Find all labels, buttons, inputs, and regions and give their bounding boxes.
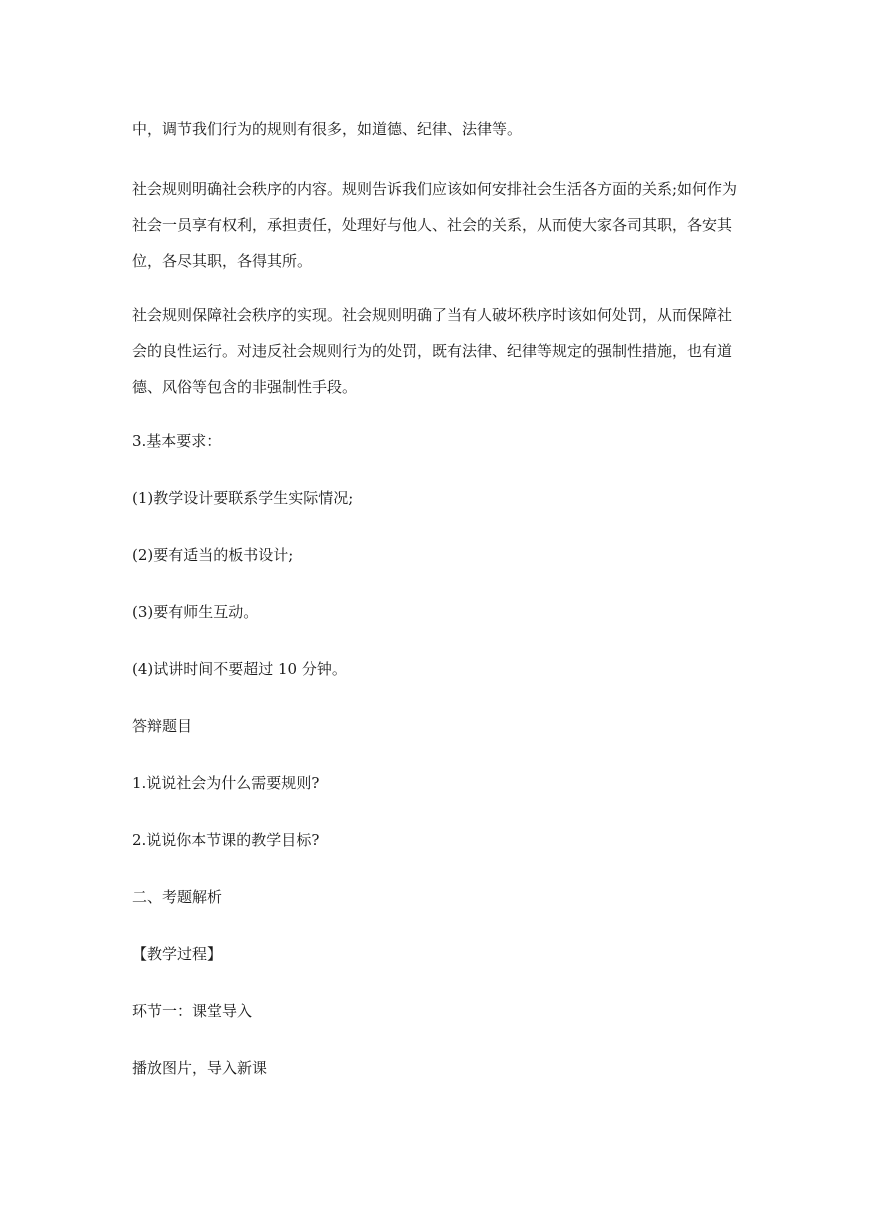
heading-basic-requirements: 3.基本要求： — [132, 432, 222, 450]
paragraph-play-pictures: 播放图片，导入新课 — [132, 1059, 268, 1077]
heading-defense-questions: 答辩题目 — [132, 717, 193, 735]
paragraph-rules-guarantee-order: 社会规则保障社会秩序的实现。社会规则明确了当有人破坏秩序时该如何处罚，从而保障社会的良性运行。对违反社会规则行为的处罚，既有法律、纪律等规定的强制性措施，也有道德、风俗等包含的非强制性手段。 — [132, 306, 733, 396]
section-classroom-introduction: 环节一：课堂导入 — [132, 1002, 253, 1020]
requirement-item-1: (1)教学设计要联系学生实际情况; — [132, 489, 354, 507]
heading-exam-analysis: 二、考题解析 — [132, 888, 223, 906]
requirement-item-3: (3)要有师生互动。 — [132, 603, 259, 621]
defense-question-2: 2.说说你本节课的教学目标? — [132, 831, 320, 849]
heading-teaching-process: 【教学过程】 — [132, 945, 223, 963]
requirement-item-4: (4)试讲时间不要超过 10 分钟。 — [132, 660, 347, 678]
paragraph-rules-intro-continued: 中，调节我们行为的规则有很多，如道德、纪律、法律等。 — [132, 120, 523, 138]
defense-question-1: 1.说说社会为什么需要规则? — [132, 774, 320, 792]
paragraph-rules-define-order: 社会规则明确社会秩序的内容。规则告诉我们应该如何安排社会生活各方面的关系;如何作为社会一员享有权利，承担责任，处理好与他人、社会的关系，从而使大家各司其职，各安其位，各尽其职，各得其所。 — [132, 180, 738, 270]
requirement-item-2: (2)要有适当的板书设计; — [132, 546, 294, 564]
